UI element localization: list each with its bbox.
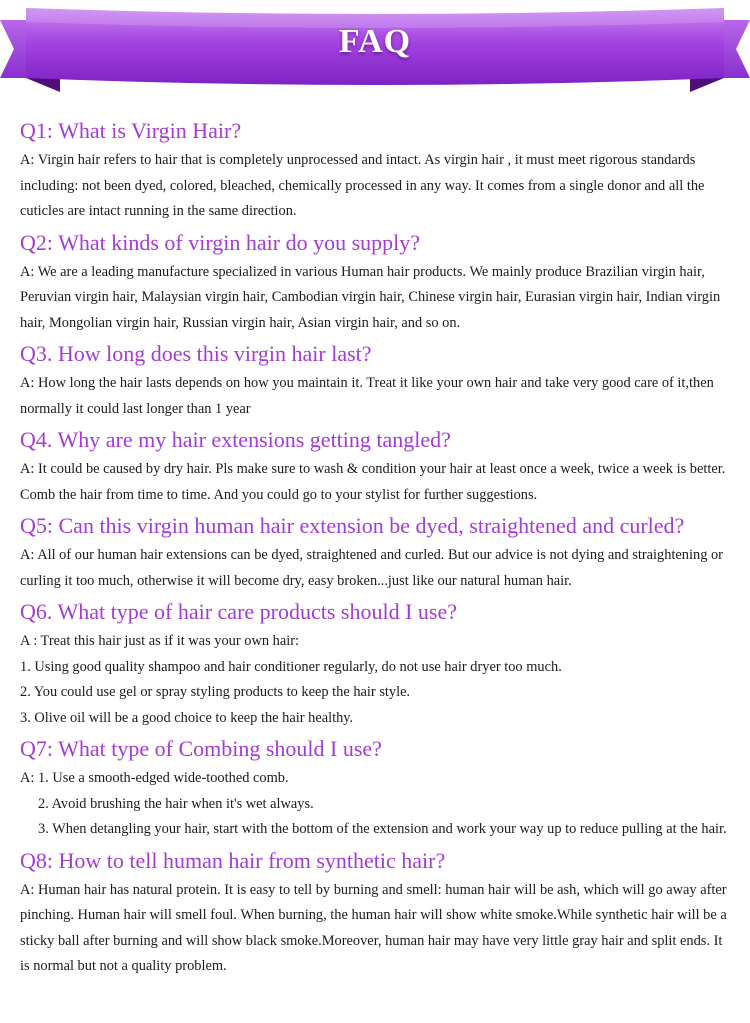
- faq-question: Q3. How long does this virgin hair last?: [20, 341, 372, 366]
- faq-banner: [0, 0, 750, 96]
- page-title: FAQ: [338, 23, 412, 60]
- faq-answer: [20, 457, 734, 508]
- faq-answer-line: 3. Olive oil will be a good choice to keep the hair healthy.: [20, 709, 354, 726]
- faq-answer-line: 3. When detangling your hair, start with the bottom of the extension and work your way up to reduce pulling at the hair.: [38, 821, 727, 837]
- faq-item: [20, 226, 734, 337]
- faq-answer: [20, 371, 734, 422]
- faq-item: [20, 844, 734, 980]
- faq-question: Q4. Why are my hair extensions getting tangled?: [20, 427, 451, 452]
- faq-answer-line: A : Treat this hair just as if it was your own hair:: [20, 633, 300, 649]
- faq-item: [20, 595, 734, 731]
- faq-question: Q6. What type of hair care products should I use?: [20, 599, 458, 624]
- faq-answer-line: 1. Using good quality shampoo and hair conditioner regularly, do not use hair dryer too much.: [20, 658, 562, 675]
- faq-answer-line: A: 1. Use a smooth-edged wide-toothed comb.: [20, 770, 289, 786]
- faq-answer-line: 2. You could use gel or spray styling products to keep the hair style.: [20, 684, 411, 700]
- faq-answer-line: A: Human hair has natural protein. It is easy to tell by burning and smell: human hair will be ash, which will go away after pinching. Human hair will smell foul. When burning, the human hair will show white smoke.While synthetic hair will be a sticky ball after burning and will show black smoke.Moreover, human hair may have very little gray hair and split ends. It is normal but not a quality problem.: [20, 881, 727, 974]
- faq-item: [20, 337, 734, 422]
- faq-answer: [20, 878, 734, 980]
- faq-answer: [20, 148, 734, 225]
- faq-list: [20, 114, 734, 981]
- faq-answer-line: A: Virgin hair refers to hair that is completely unprocessed and intact. As virgin hair , it must meet rigorous standards including: not been dyed, colored, bleached, chemically processed in any way. It comes from a single donor and all the cuticles are intact running in the same direction.: [20, 152, 705, 219]
- faq-question: Q1: What is Virgin Hair?: [20, 118, 242, 143]
- faq-answer: [20, 766, 734, 843]
- faq-question: Q7: What type of Combing should I use?: [20, 736, 382, 761]
- faq-answer-line: A: We are a leading manufacture specialized in various Human hair products. We mainly produce Brazilian virgin hair, Peruvian virgin hair, Malaysian virgin hair, Cambodian virgin hair, Chinese virgin hair, Eurasian virgin hair, Indian virgin hair, Mongolian virgin hair, Russian virgin hair, Asian virgin hair, and so on.: [20, 263, 721, 331]
- ribbon-left-fold: [26, 78, 60, 92]
- faq-item: [20, 423, 734, 508]
- faq-question: Q5: Can this virgin human hair extension be dyed, straightened and curled?: [20, 513, 685, 538]
- faq-answer: [20, 260, 734, 337]
- faq-answer-line: A: All of our human hair extensions can be dyed, straightened and curled. But our advice is not dying and straightening or curling it too much, otherwise it will become dry, easy broken...just like our natural human hair.: [20, 547, 723, 589]
- faq-item: [20, 732, 734, 843]
- faq-question: Q8: How to tell human hair from synthetic hair?: [20, 847, 446, 873]
- faq-answer: [20, 543, 734, 594]
- faq-answer: [20, 629, 734, 731]
- faq-item: [20, 114, 734, 225]
- faq-answer-line: A: It could be caused by dry hair. Pls make sure to wash & condition your hair at least once a week, twice a week is better. Comb the hair from time to time. And you could go to your stylist for further suggestions.: [20, 461, 726, 503]
- faq-question: Q2: What kinds of virgin hair do you supply?: [20, 229, 421, 255]
- faq-answer-line: A: How long the hair lasts depends on how you maintain it. Treat it like your own hair and take very good care of it,then normally it could last longer than 1 year: [20, 375, 714, 417]
- faq-item: [20, 509, 734, 594]
- faq-answer-line: 2. Avoid brushing the hair when it's wet always.: [38, 795, 314, 812]
- ribbon-right-fold: [690, 78, 724, 92]
